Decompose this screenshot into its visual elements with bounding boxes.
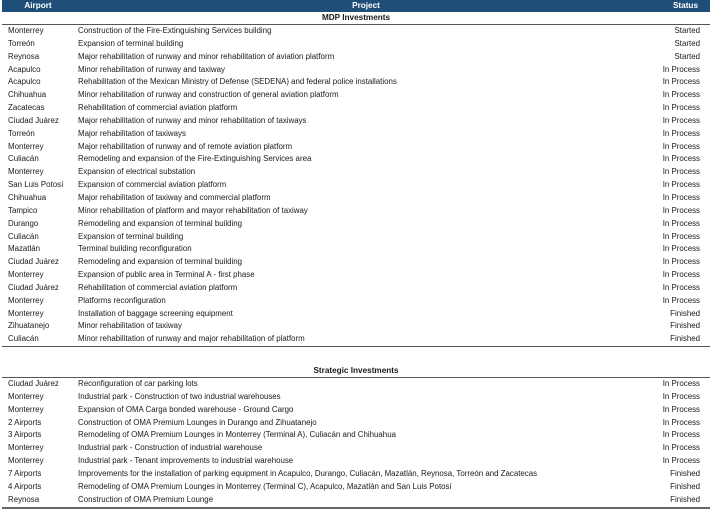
- row-project: Major rehabilitation of runway and minor rehabilitation of aviation platform: [78, 51, 335, 61]
- row-airport: Acapulco: [8, 77, 41, 87]
- table-row: [2, 442, 710, 455]
- row-project: Remodeling of OMA Premium Lounges in Monterrey (Terminal C), Acapulco, Mazatlán and San Luis Potosí: [78, 481, 452, 491]
- table-row: [2, 481, 710, 494]
- row-project: Expansion of terminal building: [78, 38, 184, 48]
- row-status: In Process: [662, 456, 700, 466]
- row-status: Finished: [670, 481, 700, 491]
- row-project: Expansion of terminal building: [78, 231, 184, 241]
- row-airport: Reynosa: [8, 51, 40, 61]
- row-airport: Monterrey: [8, 141, 44, 151]
- row-project: Minor rehabilitation of taxiway: [78, 321, 182, 331]
- row-project: Expansion of commercial aviation platform: [78, 180, 227, 190]
- row-project: Expansion of public area in Terminal A - first phase: [78, 270, 255, 280]
- row-project: Remodeling and expansion of the Fire-Extinguishing Services area: [78, 154, 312, 164]
- row-status: In Process: [662, 180, 700, 190]
- table-row: [2, 76, 710, 89]
- row-airport: Acapulco: [8, 64, 41, 74]
- row-status: In Process: [662, 257, 700, 267]
- table-row: [2, 166, 710, 179]
- row-project: Platforms reconfiguration: [78, 295, 166, 305]
- table-row: [2, 455, 710, 468]
- table-row: [2, 308, 710, 321]
- header-status: Status: [672, 1, 698, 10]
- table-row: [2, 51, 710, 64]
- row-project: Remodeling and expansion of terminal building: [78, 218, 243, 228]
- row-airport: Culiacán: [8, 334, 39, 344]
- row-status: In Process: [662, 90, 700, 100]
- table-row: [2, 333, 710, 346]
- table-row: [2, 218, 710, 231]
- row-status: In Process: [662, 218, 700, 228]
- row-project: Installation of baggage screening equipment: [78, 308, 233, 318]
- row-airport: Culiacán: [8, 231, 39, 241]
- row-status: In Process: [662, 404, 700, 414]
- row-status: In Process: [662, 231, 700, 241]
- table-row: [2, 391, 710, 404]
- row-airport: Chihuahua: [8, 192, 47, 202]
- row-project: Minor rehabilitation of runway and major rehabilitation of platform: [78, 334, 305, 344]
- row-airport: Monterrey: [8, 295, 44, 305]
- row-project: Minor rehabilitation of platform and mayor rehabilitation of taxiway: [78, 205, 308, 215]
- table-row: [2, 25, 710, 38]
- row-status: In Process: [662, 417, 700, 427]
- row-airport: Monterrey: [8, 456, 44, 466]
- row-project: Major rehabilitation of runway and of remote aviation platform: [78, 141, 293, 151]
- row-project: Major rehabilitation of taxiways: [78, 128, 186, 138]
- row-project: Rehabilitation of the Mexican Ministry of Defense (SEDENA) and federal police installations: [78, 77, 397, 87]
- table-row: [2, 128, 710, 141]
- section-title-mdp: MDP Investments: [2, 12, 710, 25]
- row-project: Major rehabilitation of runway and minor rehabilitation of taxiways: [78, 115, 307, 125]
- table-row: [2, 231, 710, 244]
- row-project: Construction of OMA Premium Lounges in Durango and Zihuatanejo: [78, 417, 317, 427]
- row-airport: Monterrey: [8, 443, 44, 453]
- row-airport: Zacatecas: [8, 103, 45, 113]
- row-status: Started: [674, 26, 700, 35]
- row-project: Terminal building reconfiguration: [78, 244, 192, 254]
- row-airport: Zihuatanejo: [8, 321, 50, 331]
- row-airport: Ciudad Juárez: [8, 115, 59, 125]
- row-project: Construction of OMA Premium Lounge: [78, 494, 214, 504]
- row-status: In Process: [662, 154, 700, 164]
- row-status: Finished: [670, 334, 700, 344]
- row-project: Industrial park - Construction of industrial warehouse: [78, 443, 263, 453]
- row-project: Remodeling and expansion of terminal building: [78, 257, 243, 267]
- row-project: Reconfiguration of car parking lots: [78, 379, 198, 389]
- row-status: In Process: [662, 115, 700, 125]
- row-status: In Process: [662, 430, 700, 440]
- row-status: In Process: [662, 141, 700, 151]
- row-project: Industrial park - Tenant improvements to industrial warehouse: [78, 456, 294, 466]
- table-row: [2, 468, 710, 481]
- row-status: In Process: [662, 192, 700, 202]
- row-status: In Process: [662, 205, 700, 215]
- table-row: [2, 269, 710, 282]
- row-project: Minor rehabilitation of runway and taxiway: [78, 64, 225, 74]
- row-project: Improvements for the installation of parking equipment in Acapulco, Durango, Culiacán, Mazatlán, Reynosa, Torreón and Zacatecas: [78, 469, 538, 478]
- row-airport: San Luis Potosí: [8, 180, 64, 190]
- row-airport: 7 Airports: [8, 469, 42, 478]
- table-row: [2, 179, 710, 192]
- row-project: Expansion of electrical substation: [78, 167, 196, 177]
- row-project: Minor rehabilitation of runway and construction of general aviation platform: [78, 90, 339, 100]
- table-row: [2, 494, 710, 507]
- row-airport: Ciudad Juárez: [8, 282, 59, 292]
- row-status: Finished: [670, 494, 700, 504]
- row-airport: Monterrey: [8, 270, 44, 280]
- row-airport: Ciudad Juárez: [8, 257, 59, 267]
- investments-table: [2, 0, 710, 509]
- row-project: Expansion of OMA Carga bonded warehouse - Ground Cargo: [78, 404, 294, 414]
- row-airport: Culiacán: [8, 154, 39, 164]
- row-project: Major rehabilitation of taxiway and commercial platform: [78, 192, 271, 202]
- table-row: [2, 153, 710, 166]
- table-row: [2, 115, 710, 128]
- table-row: [2, 429, 710, 442]
- table-row: [2, 38, 710, 51]
- table-row: [2, 282, 710, 295]
- row-airport: Monterrey: [8, 26, 44, 35]
- row-status: In Process: [662, 128, 700, 138]
- row-status: In Process: [662, 379, 700, 389]
- row-airport: Monterrey: [8, 404, 44, 414]
- table-row: [2, 417, 710, 430]
- row-status: In Process: [662, 391, 700, 401]
- table-row: [2, 378, 710, 391]
- row-status: Started: [674, 38, 700, 48]
- table-row: [2, 404, 710, 417]
- row-status: In Process: [662, 282, 700, 292]
- row-airport: 4 Airports: [8, 481, 42, 491]
- row-airport: Ciudad Juárez: [8, 379, 59, 389]
- row-status: Finished: [670, 469, 700, 478]
- row-status: Finished: [670, 321, 700, 331]
- table-row: [2, 256, 710, 269]
- row-project: Industrial park - Construction of two industrial warehouses: [78, 391, 281, 401]
- row-status: In Process: [662, 295, 700, 305]
- row-status: In Process: [662, 244, 700, 254]
- table-row: [2, 89, 710, 102]
- table-row: [2, 243, 710, 256]
- row-airport: Monterrey: [8, 167, 44, 177]
- row-project: Remodeling of OMA Premium Lounges in Monterrey (Terminal A), Culiacán and Chihuahua: [78, 430, 396, 440]
- table-row: [2, 192, 710, 205]
- row-status: Finished: [670, 308, 700, 318]
- row-airport: Monterrey: [8, 308, 44, 318]
- row-status: In Process: [662, 64, 700, 74]
- row-status: In Process: [662, 77, 700, 87]
- table-row: [2, 295, 710, 308]
- row-airport: Chihuahua: [8, 90, 47, 100]
- row-airport: 2 Airports: [8, 417, 42, 427]
- row-status: Started: [674, 51, 700, 61]
- row-project: Rehabilitation of commercial aviation platform: [78, 103, 238, 113]
- row-airport: Reynosa: [8, 494, 40, 504]
- row-project: Construction of the Fire-Extinguishing Services building: [78, 26, 272, 35]
- table-row: [2, 102, 710, 115]
- header-project: Project: [352, 1, 380, 10]
- table-row: [2, 141, 710, 154]
- row-status: In Process: [662, 443, 700, 453]
- table-header: [2, 0, 710, 12]
- row-status: In Process: [662, 270, 700, 280]
- row-airport: Durango: [8, 218, 39, 228]
- section-title-strategic: Strategic Investments: [2, 365, 710, 378]
- row-airport: Tampico: [8, 205, 38, 215]
- table-row: [2, 64, 710, 77]
- table-row: [2, 320, 710, 333]
- table-row: [2, 205, 710, 218]
- row-project: Rehabilitation of commercial aviation platform: [78, 282, 238, 292]
- mdp-rows: [2, 25, 710, 346]
- row-airport: Torreón: [8, 128, 35, 138]
- row-airport: 3 Airports: [8, 430, 42, 440]
- row-airport: Monterrey: [8, 391, 44, 401]
- row-status: In Process: [662, 167, 700, 177]
- row-status: In Process: [662, 103, 700, 113]
- strategic-rows: [2, 378, 710, 506]
- row-airport: Torreón: [8, 38, 35, 48]
- row-airport: Mazatlán: [8, 244, 41, 254]
- header-airport: Airport: [24, 1, 52, 10]
